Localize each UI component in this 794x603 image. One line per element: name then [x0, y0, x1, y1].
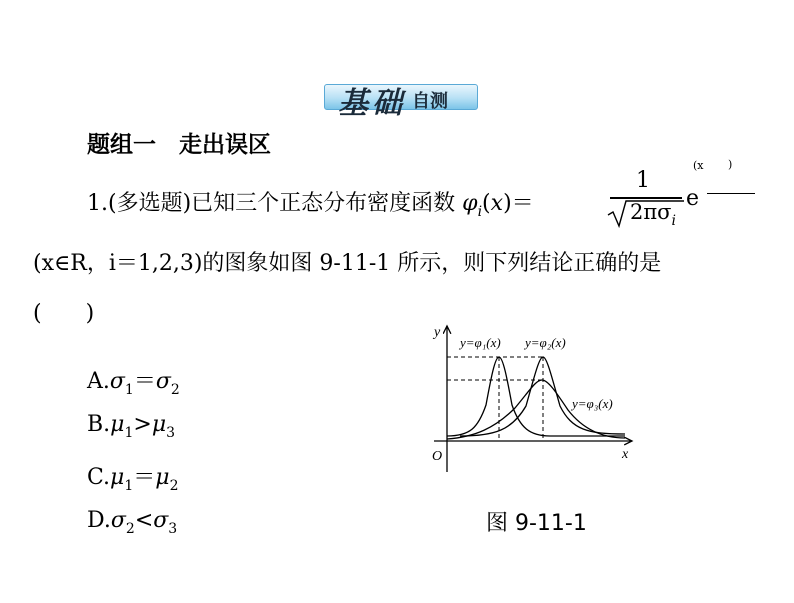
option-c[interactable] [87, 460, 179, 494]
option-left: μ [110, 465, 125, 490]
option-label: D. [87, 508, 111, 533]
option-left-sub: 1 [124, 425, 134, 441]
y-axis-label: y [434, 325, 441, 340]
origin-label: O [432, 449, 443, 464]
curve3-label: y=φ₃(x) [572, 396, 613, 411]
exponent-top-left: (x [693, 159, 704, 172]
option-left-sub: 1 [124, 478, 134, 494]
curve2-label: y=φ₂(x) [525, 335, 566, 350]
denominator-subscript: i [671, 213, 676, 229]
option-left-sub: 1 [124, 382, 134, 398]
option-right-sub: 3 [168, 521, 178, 537]
banner-char-ji: 基 [338, 86, 368, 121]
option-right-sub: 2 [170, 382, 180, 398]
x-variable: x [490, 191, 504, 216]
option-left: σ [109, 369, 125, 394]
section-title: 题组一 走出误区 [87, 132, 271, 158]
option-left: σ [110, 508, 126, 533]
phi-subscript: i [477, 204, 483, 220]
question-line1: 1.(多选题)已知三个正态分布密度函数 $\varphi_i(x)=$ [87, 191, 534, 220]
curve1-label: y=φ₁(x) [460, 335, 501, 350]
banner-subtitle: 自测 [412, 91, 448, 112]
question-line2: (x∈R，i＝1,2,3)的图象如图 9-11-1 所示，则下列结论正确的是 [33, 251, 662, 276]
option-label: C. [87, 465, 111, 490]
normal-curves-figure [420, 320, 640, 480]
option-left-sub: 2 [125, 521, 135, 537]
equals-sign: ＝ [511, 191, 534, 216]
x-axis-label: x [622, 447, 629, 462]
option-right: μ [155, 465, 170, 490]
option-right-sub: 3 [166, 425, 176, 441]
option-operator: ＝ [133, 465, 156, 490]
option-label: A. [87, 369, 110, 394]
option-label: B. [87, 412, 111, 437]
option-right: σ [155, 369, 171, 394]
option-a[interactable] [87, 364, 180, 398]
fraction-denominator [630, 200, 676, 229]
option-right: μ [151, 412, 167, 437]
exponent-fraction-bar [707, 193, 755, 194]
option-operator: > [133, 412, 152, 437]
question-prefix: 1.(多选题)已知三个正态分布密度函数 [87, 191, 463, 216]
option-right: σ [153, 508, 169, 533]
option-b[interactable] [87, 412, 175, 441]
option-d[interactable] [87, 508, 177, 537]
answer-paren: ( ) [33, 301, 95, 326]
option-operator: ＝ [133, 369, 156, 394]
section-banner [324, 80, 476, 121]
figure-caption: 图 9-11-1 [486, 511, 587, 536]
exponent-top-right: ) [728, 158, 733, 171]
fraction-numerator: 1 [636, 168, 650, 193]
option-right-sub: 2 [169, 478, 179, 494]
banner-char-chu: 础 [372, 86, 402, 121]
phi-symbol: φ [462, 191, 478, 216]
exponential-e: e [686, 186, 700, 211]
denominator-text: 2πσ [630, 200, 672, 224]
option-operator: < [134, 508, 154, 533]
option-left: μ [110, 412, 125, 437]
